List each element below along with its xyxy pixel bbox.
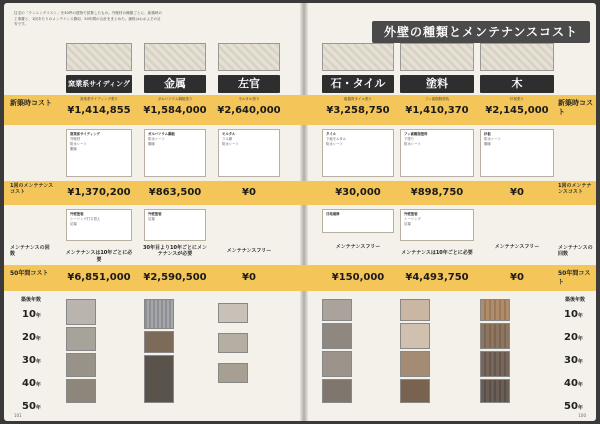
weathering-photo-metal-2 (144, 331, 174, 353)
weathering-photo-wood-3 (480, 351, 510, 377)
year-40-right: 40年 (564, 378, 583, 389)
caption-plaster: モルタル塗り (238, 97, 260, 101)
illustration-siding (66, 43, 132, 71)
material-name-metal: 金属 (144, 75, 206, 93)
breakdown-new-plaster: モルタル ラス網 防水シート (218, 129, 280, 177)
weathering-photo-paint-3 (400, 351, 430, 377)
illustration-paint (400, 43, 474, 71)
new-cost-paint: ¥1,410,370 (405, 105, 469, 116)
magazine-spread (4, 3, 596, 421)
first-cost-metal: ¥863,500 (148, 187, 202, 198)
weathering-photo-plaster-1 (218, 303, 248, 323)
fifty-cost-metal: ¥2,590,500 (143, 272, 207, 283)
row-label-maint: メンテナンスの回数 (10, 245, 50, 257)
caption-metal: ガルバリウム鋼板張り (157, 97, 193, 101)
new-cost-plaster: ¥2,640,000 (217, 105, 281, 116)
first-cost-wood: ¥0 (510, 187, 524, 198)
weathering-photo-stone-3 (322, 351, 352, 377)
year-20-right: 20年 (564, 332, 583, 343)
illustration-wood (480, 43, 554, 71)
fifty-cost-siding: ¥6,851,000 (67, 272, 131, 283)
weathering-photo-siding-1 (66, 299, 96, 325)
years-label: 築後年数 (20, 297, 41, 303)
year-10-right: 10年 (564, 309, 583, 320)
caption-siding: 窯業系サイディング張り (80, 97, 118, 101)
weathering-photo-paint-1 (400, 299, 430, 321)
breakdown-new-paint: フッ素樹脂塗料 下塗り 防水シート (400, 129, 474, 177)
weathering-photo-stone-1 (322, 299, 352, 321)
weathering-photo-metal-1 (144, 299, 174, 329)
row-label-new-right: 新築時コスト (558, 99, 593, 116)
new-cost-wood: ¥2,145,000 (485, 105, 549, 116)
weathering-photo-stone-4 (322, 379, 352, 403)
weathering-photo-metal-3 (144, 355, 174, 403)
caption-stone: 磁器質タイル張り (344, 97, 372, 101)
breakdown-first-metal: 外壁塗装 足場 (144, 209, 206, 241)
material-name-siding: 窯業系サイディング (66, 75, 132, 93)
breakdown-first-paint: 外壁塗装 シーリング 足場 (400, 209, 474, 241)
page-spine (300, 3, 308, 421)
weathering-photo-plaster-2 (218, 333, 248, 353)
first-cost-stone: ¥30,000 (335, 187, 381, 198)
years-label-right: 築後年数 (564, 297, 585, 303)
breakdown-new-siding: 窯業系サイディング 外壁材 防水シート 胴縁 (66, 129, 132, 177)
row-label-new: 新築時コスト (10, 99, 52, 107)
weathering-photo-wood-2 (480, 323, 510, 349)
year-40: 40年 (22, 378, 41, 389)
material-name-plaster: 左官 (218, 75, 280, 93)
fifty-cost-wood: ¥0 (510, 272, 524, 283)
material-name-stone: 石・タイル (322, 75, 394, 93)
page-number-left: 101 (14, 413, 22, 418)
material-name-paint: 塗料 (400, 75, 474, 93)
weathering-photo-wood-4 (480, 379, 510, 403)
breakdown-first-stone: 目地補修 (322, 209, 394, 233)
weathering-photo-paint-2 (400, 323, 430, 349)
first-cost-plaster: ¥0 (242, 187, 256, 198)
intro-text: 住宅の「ランニングコスト」を30坪の建物で試算したもの。外壁材の種類ごとに、新築時の工事費と、1回あたりのメンテナンス費用、50年間の合計をまとめた。価格はおおよその目安です。 (14, 11, 163, 26)
illustration-stone (322, 43, 394, 71)
weathering-photo-stone-2 (322, 323, 352, 349)
breakdown-new-metal: ガルバリウム鋼板 防水シート 胴縁 (144, 129, 206, 177)
fifty-cost-paint: ¥4,493,750 (405, 272, 469, 283)
material-name-wood: 木 (480, 75, 554, 93)
fifty-cost-stone: ¥150,000 (331, 272, 385, 283)
maint-note-metal: 30年目より10年ごとにメンテナンスが必要 (143, 245, 207, 257)
caption-wood: 杉板張り (510, 97, 524, 101)
year-10: 10年 (22, 309, 41, 320)
illustration-plaster (218, 43, 280, 71)
year-50: 50年 (22, 401, 41, 412)
maint-note-stone: メンテナンスフリー (335, 244, 381, 250)
row-label-first-right: 1回のメンテナンスコスト (558, 183, 592, 195)
maint-note-plaster: メンテナンスフリー (226, 248, 272, 254)
maint-note-wood: メンテナンスフリー (494, 244, 540, 250)
new-cost-siding: ¥1,414,855 (67, 105, 131, 116)
row-label-fifty-right: 50年間コスト (558, 270, 591, 286)
weathering-photo-siding-3 (66, 353, 96, 377)
breakdown-new-wood: 杉板 防水シート 胴縁 (480, 129, 554, 177)
first-cost-siding: ¥1,370,200 (67, 187, 131, 198)
weathering-photo-siding-2 (66, 327, 96, 351)
breakdown-first-siding: 外壁塗装 シーリング打ち替え 足場 (66, 209, 132, 241)
first-cost-paint: ¥898,750 (410, 187, 464, 198)
page-number-right: 100 (578, 413, 586, 418)
maint-note-siding: メンテナンスは10年ごとに必要 (65, 250, 133, 263)
year-50-right: 50年 (564, 401, 583, 412)
illustration-metal (144, 43, 206, 71)
caption-paint: フッ素樹脂塗装 (424, 97, 450, 101)
year-30: 30年 (22, 355, 41, 366)
year-20: 20年 (22, 332, 41, 343)
weathering-photo-wood-1 (480, 299, 510, 321)
breakdown-new-stone: タイル 下地モルタル 防水シート (322, 129, 394, 177)
page-title: 外壁の種類とメンテナンスコスト (372, 21, 590, 43)
weathering-photo-plaster-3 (218, 363, 248, 383)
maint-note-paint: メンテナンスは10年ごとに必要 (401, 250, 473, 256)
new-cost-stone: ¥3,258,750 (326, 105, 390, 116)
year-30-right: 30年 (564, 355, 583, 366)
row-label-maint-right: メンテナンスの回数 (558, 245, 593, 257)
row-label-fifty: 50年間コスト (10, 270, 49, 277)
fifty-cost-plaster: ¥0 (242, 272, 256, 283)
weathering-photo-siding-4 (66, 379, 96, 403)
new-cost-metal: ¥1,584,000 (143, 105, 207, 116)
weathering-photo-paint-4 (400, 379, 430, 403)
row-label-first: 1回のメンテナンスコスト (10, 183, 54, 195)
